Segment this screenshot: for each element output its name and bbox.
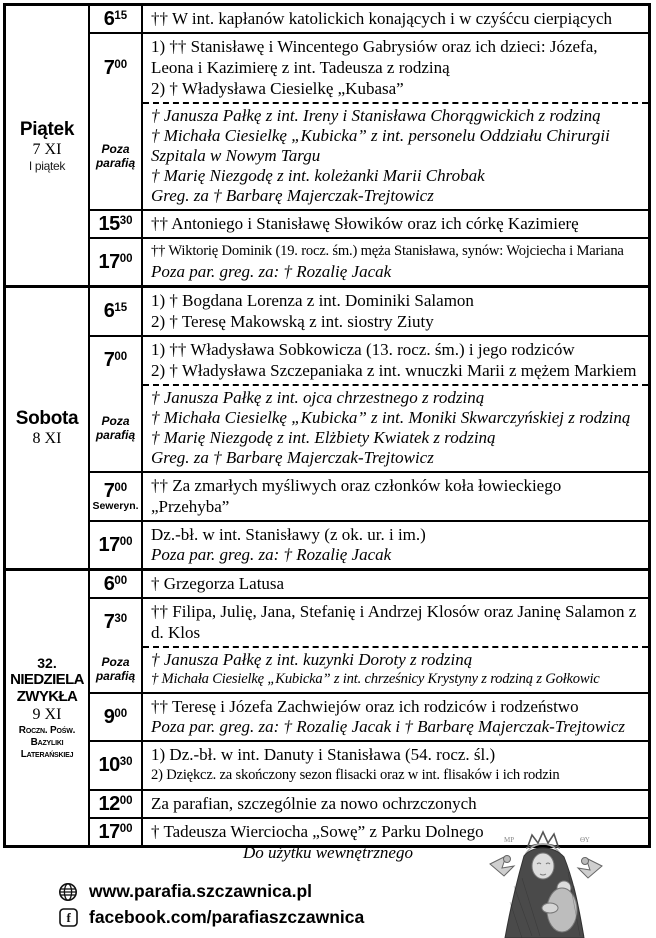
mass-intentions (143, 791, 648, 817)
intention-line: †† W int. kapłanów katolickich konających i w czyśćcu cierpiących (151, 9, 613, 28)
mass-time (90, 211, 143, 237)
time-hour: 7 (103, 611, 115, 633)
mass-time (90, 599, 143, 646)
day-name: Sobota (15, 408, 79, 429)
mass-intentions (143, 473, 648, 520)
day-name: Piątek (19, 118, 75, 140)
mass-intentions (143, 599, 648, 646)
mass-intentions (143, 571, 648, 597)
intention-line: 1) † Bogdana Lorenza z int. Dominiki Salamon (151, 291, 474, 310)
mass-intentions (143, 102, 648, 209)
intention-line: †† Za zmarłych myśliwych oraz członków koła łowieckiego „Przehyba” (151, 476, 562, 516)
mass-row (90, 520, 648, 568)
outside-parish-label-cell (90, 384, 143, 471)
time-hour: 17 (98, 533, 120, 556)
intention-line: † Janusza Pałkę z int. Ireny i Stanisława Chorągwickich z rodziną (151, 106, 601, 125)
time-minutes: 00 (114, 707, 128, 720)
day-name: NIEDZIELA (10, 670, 84, 688)
intention-line: † Michała Ciesielkę „Kubicka” z int. chrześnicy Krystyny z rodziną z Gołkowic (151, 671, 600, 687)
mass-intentions (143, 384, 648, 471)
day-rows (90, 571, 648, 845)
day-name: ZWYKŁA (16, 687, 78, 705)
time-hour: 7 (103, 56, 115, 79)
intention-line: †† Antoniego i Stanisławę Słowików oraz ich córkę Kazimierę (151, 214, 579, 233)
time-hour: 6 (103, 7, 115, 30)
mass-intentions (143, 694, 648, 740)
time-hour: 6 (103, 572, 115, 595)
day-date: 9 XI (32, 705, 62, 723)
day-rows (90, 288, 648, 568)
mass-row (90, 789, 648, 817)
section-saturday (6, 285, 648, 568)
time-hour: 7 (103, 480, 115, 502)
outside-parish-label-cell (90, 646, 143, 692)
intention-line: † Janusza Pałkę z int. kuzynki Doroty z rodziną (151, 650, 473, 669)
mass-row (90, 237, 648, 285)
mass-intentions (143, 6, 648, 32)
intention-line: † Michała Ciesielkę „Kubicka” z int. personelu Oddziału Chirurgii Szpitala w Nowym Targu (151, 126, 610, 165)
mass-intentions (143, 337, 648, 384)
intention-line: † Marię Niezgodę z int. Elżbiety Kwiatek z rodziną (151, 428, 496, 447)
time-hour: 15 (98, 212, 120, 235)
outside-parish-row (90, 646, 648, 692)
mass-row (90, 740, 648, 789)
intention-line: Poza par. greg. za: † Rozalię Jacak (151, 262, 392, 281)
outside-parish-label: Poza parafią (95, 655, 136, 683)
website-row (58, 880, 364, 903)
contact-links (58, 880, 364, 932)
day-note: I piątek (28, 158, 66, 173)
outside-parish-row (90, 102, 648, 209)
intention-line: 1) Dz.-bł. w int. Danuty i Stanisława (54. rocz. śl.) (151, 745, 496, 764)
time-hour: 6 (103, 300, 115, 322)
mass-row (90, 6, 648, 32)
mass-time (90, 239, 143, 285)
outside-parish-row (90, 384, 648, 471)
our-lady-of-perpetual-help-engraving (480, 826, 612, 938)
time-sublabel: Seweryn. (92, 500, 139, 512)
mass-time (90, 522, 143, 568)
svg-text:f: f (66, 910, 71, 926)
time-minutes: 00 (114, 482, 128, 494)
time-hour: 12 (98, 792, 120, 815)
time-minutes: 15 (114, 9, 128, 22)
day-date: 7 XI (32, 140, 62, 158)
website-url: www.parafia.szczawnica.pl (89, 881, 313, 901)
mass-row (90, 597, 648, 646)
mass-time (90, 742, 143, 789)
internal-use-note: Do użytku wewnętrznego (243, 843, 413, 862)
time-hour: 17 (98, 820, 120, 843)
outside-parish-label-cell (90, 102, 143, 209)
time-minutes: 30 (114, 613, 128, 625)
mass-time (90, 819, 143, 845)
mass-row (90, 692, 648, 740)
mass-intentions (143, 646, 648, 692)
mass-intentions (143, 211, 648, 237)
intention-line: Greg. za † Barbarę Majerczak-Trejtowicz (151, 186, 434, 205)
section-friday (6, 6, 648, 285)
intention-line: Poza par. greg. za: † Rozalię Jacak i † Barbarę Majerczak-Trejtowicz (151, 717, 626, 736)
intention-line: Dz.-bł. w int. Stanisławy (z ok. ur. i im.) (151, 525, 426, 544)
day-note: Roczn. Pośw. Bazyliki Laterańskiej (18, 724, 76, 760)
mass-time (90, 6, 143, 32)
facebook-icon (58, 908, 78, 928)
outside-parish-label: Poza parafią (95, 141, 136, 170)
facebook-row (58, 906, 364, 929)
time-minutes: 30 (119, 214, 133, 227)
mass-time (90, 694, 143, 740)
sunday-number: 32. (37, 654, 57, 671)
mass-row (90, 335, 648, 384)
day-date: 8 XI (32, 430, 62, 447)
intention-line: † Tadeusza Wierciocha „Sowę” z Parku Dolnego (151, 822, 484, 841)
mass-time (90, 473, 143, 520)
mass-intentions (143, 34, 648, 102)
day-rows (90, 6, 648, 285)
time-hour: 9 (103, 705, 115, 728)
intention-line: 2) † Teresę Makowską z int. siostry Ziuty (151, 312, 434, 331)
intention-line: 2) † Władysława Szczepaniaka z int. wnuczki Marii z mężem Markiem (151, 361, 637, 380)
intention-line: † Marię Niezgodę z int. koleżanki Marii Chrobak (151, 166, 485, 185)
time-minutes: 00 (119, 794, 133, 807)
time-minutes: 00 (114, 574, 128, 587)
mass-time (90, 337, 143, 384)
mass-time (90, 288, 143, 335)
mass-row (90, 571, 648, 597)
facebook-url: facebook.com/parafiaszczawnica (89, 907, 365, 927)
day-cell-saturday (6, 288, 90, 568)
mass-time (90, 34, 143, 102)
time-minutes: 15 (114, 302, 128, 314)
globe-icon (58, 882, 78, 902)
intention-line: Za parafian, szczególnie za nowo ochrzczonych (151, 794, 477, 813)
intention-line: 1) †† Stanisławę i Wincentego Gabrysiów oraz ich dzieci: Józefa, Leona i Kazimierę z int. Tadeusza z rodziną (151, 37, 598, 77)
mass-row (90, 209, 648, 237)
intention-line: † Grzegorza Latusa (151, 574, 285, 593)
day-cell-friday (6, 6, 90, 285)
svg-text:ΘΥ: ΘΥ (580, 836, 590, 844)
time-hour: 7 (103, 349, 115, 371)
mass-intentions (143, 288, 648, 335)
mass-intentions (143, 742, 648, 789)
time-minutes: 00 (119, 822, 133, 835)
intention-line: 1) †† Władysława Sobkowicza (13. rocz. śm.) i jego rodziców (151, 340, 575, 359)
time-minutes: 00 (114, 58, 128, 71)
time-hour: 10 (98, 754, 120, 776)
time-minutes: 30 (119, 756, 133, 768)
mass-time (90, 571, 143, 597)
intention-line: †† Teresę i Józefa Zachwiejów oraz ich rodziców i rodzeństwo (151, 697, 579, 716)
intention-line: 2) † Władysława Ciesielkę „Kubasa” (151, 79, 404, 98)
intention-line: †† Filipa, Julię, Jana, Stefanię i Andrzej Klosów oraz Janinę Salamon z d. Klos (151, 602, 637, 642)
section-sunday (6, 568, 648, 845)
intention-line: † Michała Ciesielkę „Kubicka” z int. Moniki Skwarczyńskiej z rodziną (151, 408, 631, 427)
intention-line: †† Wiktorię Dominik (19. rocz. śm.) męża Stanisława, synów: Wojciecha i Mariana (151, 243, 624, 259)
outside-parish-label: Poza parafią (95, 413, 136, 442)
mass-row (90, 32, 648, 102)
intention-line: † Janusza Pałkę z int. ojca chrzestnego z rodziną (151, 388, 485, 407)
day-cell-sunday (6, 571, 90, 845)
mass-intentions (143, 522, 648, 568)
svg-text:ΜΡ: ΜΡ (504, 836, 515, 844)
time-minutes: 00 (119, 252, 133, 265)
time-minutes: 00 (114, 351, 128, 363)
mass-schedule-table (3, 3, 651, 848)
intention-line: 2) Dziękcz. za skończony sezon flisacki oraz w int. flisaków i ich rodzin (151, 767, 560, 783)
mass-time (90, 791, 143, 817)
intention-line: Greg. za † Barbarę Majerczak-Trejtowicz (151, 448, 434, 467)
time-minutes: 00 (119, 535, 133, 548)
time-hour: 17 (98, 250, 120, 273)
mass-intentions (143, 239, 648, 285)
mass-row (90, 288, 648, 335)
intention-line: Poza par. greg. za: † Rozalię Jacak (151, 545, 392, 564)
mass-row (90, 471, 648, 520)
